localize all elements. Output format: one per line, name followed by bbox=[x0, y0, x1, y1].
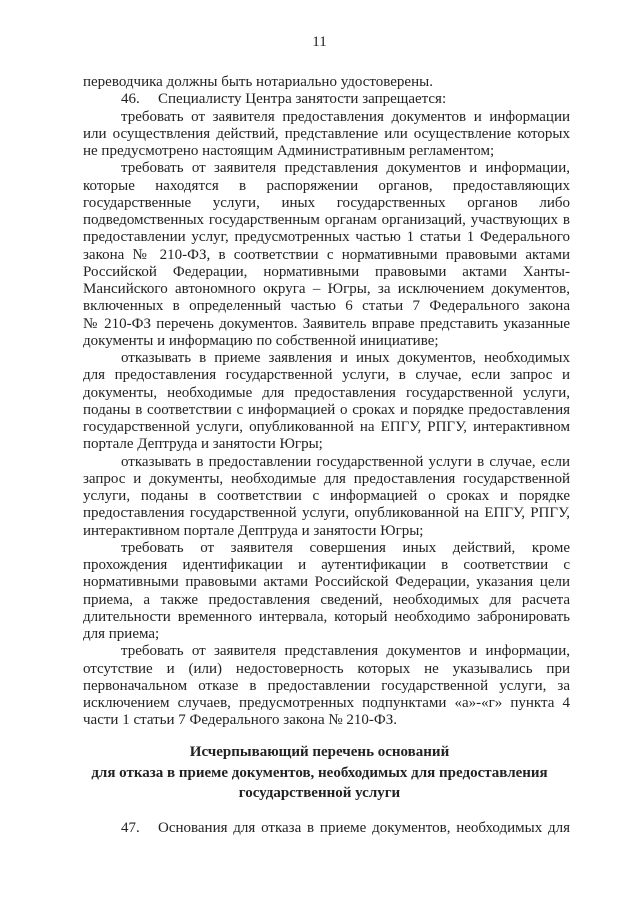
item-number: 47. bbox=[121, 819, 140, 836]
text-line: требовать от заявителя совершения иных действий, кроме bbox=[121, 539, 570, 556]
text-line: запрос и документы, необходимые для предоставления государственной bbox=[83, 470, 570, 487]
text-line: длительности временного интервала, который необходимо забронировать bbox=[83, 608, 570, 625]
prohibition-paragraph bbox=[83, 160, 570, 350]
text-line: государственной услуги, опубликованной на ЕПГУ, РПГУ, интерактивном bbox=[83, 419, 570, 435]
item-47 bbox=[83, 820, 570, 837]
item-text: Основания для отказа в приеме документов, необходимых для bbox=[158, 819, 570, 836]
text-line: предоставления государственной услуги, опубликованной на ЕПГУ, РПГУ, bbox=[83, 505, 570, 522]
item-number: 46. bbox=[121, 91, 140, 108]
text-line: № 210-ФЗ перечень документов. Заявитель вправе представить указанные bbox=[83, 315, 570, 332]
text-line: отказывать в предоставлении государственной услуги в случае, если bbox=[121, 453, 570, 470]
prohibition-paragraph bbox=[83, 454, 570, 540]
page-number: 11 bbox=[312, 34, 327, 50]
text-line: переводчика должны быть нотариально удостоверены. bbox=[83, 74, 433, 90]
text-line: Мансийского автономного округа – Югры, за исключением документов, bbox=[83, 281, 570, 297]
text-line: не предусмотрено настоящим Административным регламентом; bbox=[83, 143, 495, 159]
text-line: первоначальном отказе в предоставлении государственной услуги, за bbox=[83, 677, 570, 694]
prohibition-paragraph bbox=[83, 643, 570, 729]
text-line: Российской Федерации, нормативными правовыми актами Ханты- bbox=[83, 263, 570, 280]
text-line: интерактивном портале Дептруда и занятости Югры; bbox=[83, 522, 424, 539]
text-line: портале Дептруда и занятости Югры; bbox=[83, 436, 323, 453]
text-line: включенных в определенный частью 6 статьи 7 Федерального закона bbox=[83, 298, 570, 315]
text-line: нормативными правовыми актами Российской Федерации, указания цели bbox=[83, 574, 570, 591]
document-body bbox=[83, 74, 570, 730]
text-line: исключением случаев, предусмотренных подпунктами «а»-«г» пункта 4 bbox=[83, 695, 570, 711]
text-line: государственные услуги, иных государственных органов либо bbox=[83, 194, 570, 211]
text-line: для предоставления государственной услуги, в случае, если запрос и bbox=[83, 367, 570, 384]
text-line: приема, а также предоставления сведений, необходимых для расчета bbox=[83, 591, 570, 608]
item-46 bbox=[83, 91, 570, 108]
heading-line: государственной услуги bbox=[238, 785, 401, 801]
text-line: услуги, поданы в соответствии с информацией о сроках и порядке bbox=[83, 488, 570, 504]
text-line: документы и информацию по собственной инициативе; bbox=[83, 332, 439, 349]
item-text: Специалисту Центра занятости запрещается: bbox=[158, 91, 447, 108]
text-line: части 1 статьи 7 Федерального закона № 210-ФЗ. bbox=[83, 712, 398, 729]
text-line: для приема; bbox=[83, 626, 160, 642]
text-line: требовать от заявителя представления документов и информации, bbox=[121, 643, 570, 660]
text-line: или осуществления действий, представление или осуществление которых bbox=[83, 125, 570, 142]
prohibition-paragraph bbox=[83, 350, 570, 454]
text-line: отсутствие и (или) недостоверность которых не указывались при bbox=[83, 660, 570, 677]
text-line: которые находятся в распоряжении органов, предоставляющих bbox=[83, 177, 570, 194]
text-line: документы, необходимые для предоставления государственной услуги, bbox=[83, 384, 570, 401]
prohibition-paragraph bbox=[83, 540, 570, 644]
text-line: прохождения идентификации и аутентификации в соответствии с bbox=[83, 557, 570, 573]
heading-line: Исчерпывающий перечень оснований bbox=[189, 744, 450, 760]
text-line: предоставлении услуг, предусмотренных частью 1 статьи 1 Федерального bbox=[83, 229, 570, 246]
section-heading bbox=[0, 742, 639, 804]
item-47-line bbox=[83, 820, 570, 837]
text-line: требовать от заявителя предоставления документов и информации bbox=[121, 108, 570, 125]
text-line: отказывать в приеме заявления и иных документов, необходимых bbox=[121, 350, 570, 366]
text-line: закона № 210-ФЗ, в соответствии с нормативными правовыми актами bbox=[83, 246, 570, 263]
text-line: требовать от заявителя представления документов и информации, bbox=[121, 160, 570, 177]
text-line: подведомственных государственным органам организаций, участвующих в bbox=[83, 212, 570, 228]
prohibition-paragraph bbox=[83, 109, 570, 161]
heading-line: для отказа в приеме документов, необходимых для предоставления bbox=[91, 764, 548, 781]
continuation-paragraph bbox=[83, 74, 570, 91]
text-line: поданы в соответствии с информацией о сроках и порядке предоставления bbox=[83, 401, 570, 418]
